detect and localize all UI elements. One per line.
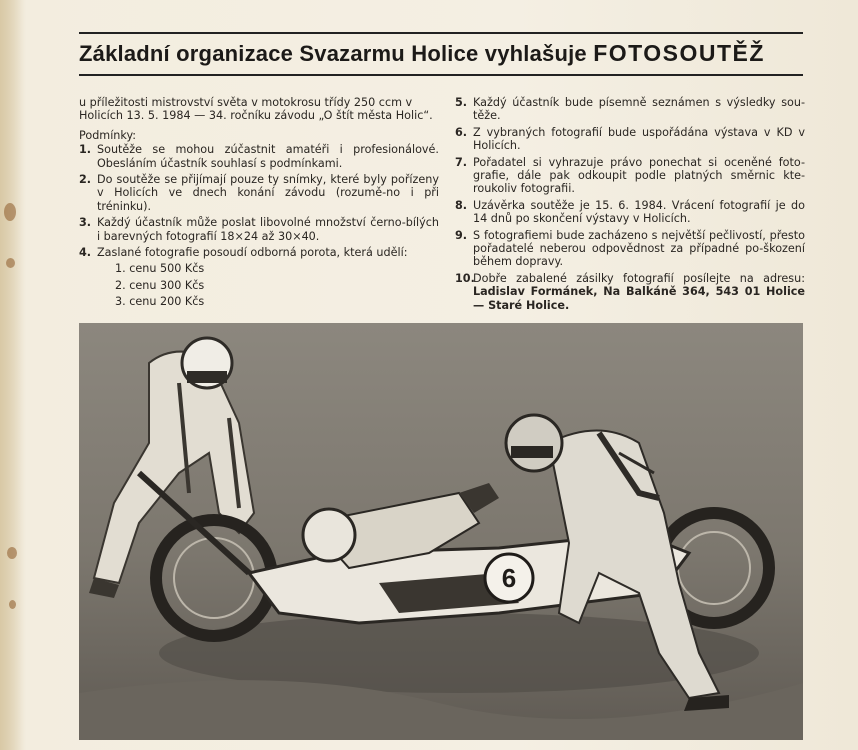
headline-bottom-rule [79,74,803,76]
condition-number: 2. [79,173,92,187]
conditions-list-left [79,143,439,308]
condition-text: Do soutěže se přijímají pouze ty snímky, které byly pořízeny v Holicích ve dnech konání závodu (rozumě-no i při tréninku). [97,173,439,213]
condition-item [79,216,439,243]
condition-number: 1. [79,143,92,157]
helmet [506,415,562,471]
condition-number: 7. [455,155,468,169]
condition-item [455,229,805,269]
condition-number: 4. [79,246,92,260]
condition-number: 6. [455,125,468,139]
condition-text: S fotografiemi bude zacházeno s největší pečlivostí, přesto pořadatelé neberou odpovědnost za případné po-škození během dopravy. [473,228,805,269]
headline-emphasis: FOTOSOUTĚŽ [593,40,765,66]
condition-number: 10. [455,271,475,285]
left-column [79,96,439,312]
condition-item [455,96,805,123]
condition-text: Dobře zabalené zásilky fotografií posílejte na adresu: [473,271,805,285]
headline-main: Základní organizace Svazarmu Holice vyhlašuje [79,41,587,66]
prize-item: 3. cenu 200 Kčs [115,295,205,309]
photo-illustration [79,323,803,740]
condition-item [455,199,805,226]
headline [79,40,803,67]
condition-item [79,246,439,309]
condition-number: 8. [455,198,468,212]
condition-item [79,143,439,170]
bike-number: 6 [501,563,517,593]
condition-item [79,173,439,213]
intro-paragraph: u příležitosti mistrovství světa v motokrosu třídy 250 ccm v Holicích 13. 5. 1984 — 34. ročníku závodu „O štít města Holic“. [79,96,433,123]
stain-spot [4,203,16,221]
helmet [303,509,355,561]
headline-top-rule [79,32,803,34]
condition-text: Z vybraných fotografií bude uspořádána výstava v KD v Holicích. [473,125,805,153]
right-column [455,96,805,315]
prize-item: 1. cenu 500 Kčs [115,262,205,276]
prize-item: 2. cenu 300 Kčs [115,278,205,292]
stain-spot [6,258,15,268]
condition-text: Uzávěrka soutěže je 15. 6. 1984. Vrácení fotografií je do 14 dnů po skončení výstavy v Holicích. [473,198,805,226]
condition-number: 9. [455,228,468,242]
condition-item [455,272,805,312]
condition-text: Každý účastník bude písemně seznámen s výsledky sou-těže. [473,96,805,123]
condition-text: Pořadatel si vyhrazuje právo ponechat si oceněné foto-grafie, dále pak odkoupit podle platných směrnic kte-roukoliv fotografii. [473,155,805,196]
condition-text: Každý účastník může poslat libovolné množství černo-bílých i barevných fotografií 18×24 až 30×40. [97,216,439,243]
condition-item [455,126,805,153]
mailing-address: Ladislav Formánek, Na Balkáně 364, 543 01 Holice — Staré Holice. [473,285,805,312]
prize-list [115,262,439,308]
condition-text: Zaslané fotografie posoudí odborná porota, která udělí: [97,246,408,260]
stain-spot [9,600,16,609]
condition-text: Soutěže se mohou zúčastnit amatéři i profesionálové. Obesláním účastník souhlasí s podmínkami. [97,143,439,170]
condition-number: 5. [455,96,468,109]
condition-item [455,156,805,196]
page-edge-stain [0,0,26,750]
stain-spot [7,547,17,559]
conditions-label: Podmínky: [79,128,137,142]
condition-number: 3. [79,216,92,230]
motocross-photo [79,323,803,740]
conditions-list-right [455,96,805,312]
